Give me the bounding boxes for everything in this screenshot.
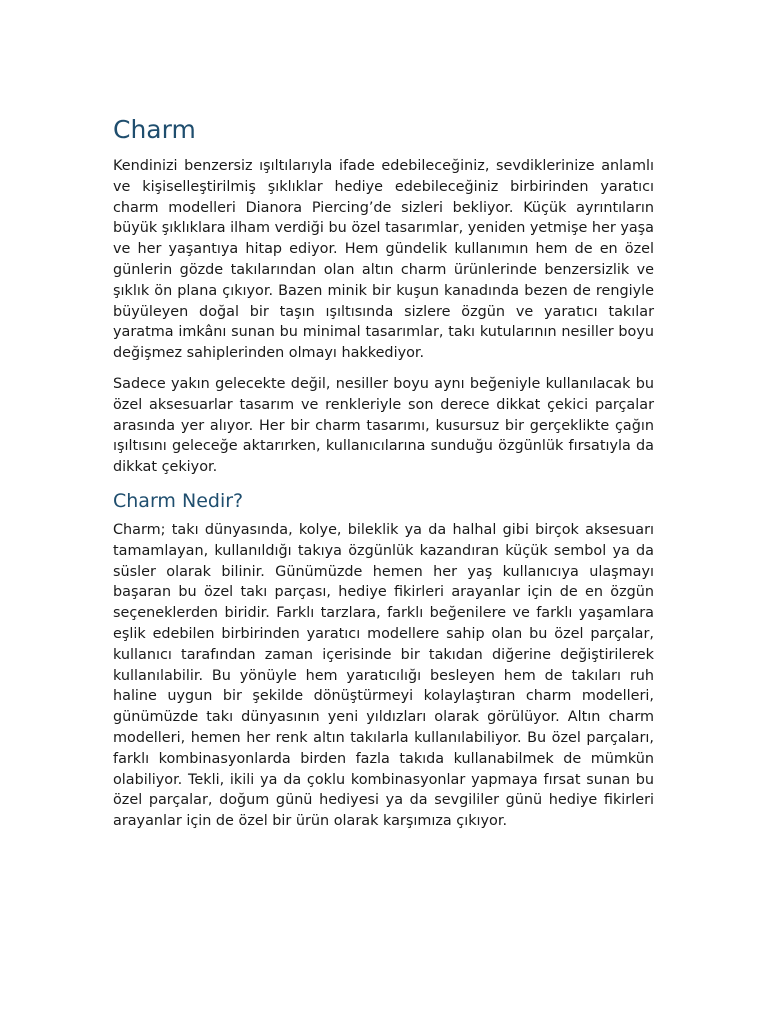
paragraph-second: Sadece yakın gelecekte değil, nesiller boyu aynı beğeniyle kullanılacak bu özel aksesuarlar tasarım ve renkleriyle son derece dikkat çekici parçalar arasında yer alıyor. Her bir charm tasarımı, kusursuz bir gerçeklikte çağın ışıltısını geleceğe aktarırken, kullanıcılarına sunduğu özgünlük fırsatıyla da dikkat çekiyor. [113,375,654,476]
paragraph-intro: Kendinizi benzersiz ışıltılarıyla ifade edebileceğiniz, sevdiklerinize anlamlı ve kişiselleştirilmiş şıklıklar hediye edebileceğiniz birbirinden yaratıcı charm modelleri Dianora Piercing’de sizleri bekliyor. Küçük ayrıntıların büyük şıklıklara ilham verdiği bu özel tasarımlar, yeniden yetmişe her yaşa ve her yaşantıya hitap ediyor. Hem gündelik kullanımın hem de en özel günlerin gözde takılarından olan altın charm ürünlerinde benzersizlik ve şıklık ön plana çıkıyor. Bazen minik bir kuşun kanadında bezen de rengiyle büyüleyen doğal bir taşın ışıltısında sizlere özgün ve yaratıcı takılar yaratma imkânı sunan bu minimal tasarımlar, takı kutularının nesiller boyu değişmez sahiplerinden olmayı hakkediyor. [113,158,654,362]
paragraph-definition: Charm; takı dünyasında, kolye, bileklik ya da halhal gibi birçok aksesuarı tamamlayan, kullanıldığı takıya özgünlük kazandıran küçük sembol ya da süsler olarak bilinir. Günümüzde hemen her yaş kullanıcıya ulaşmayı başaran bu özel takı parçası, hediye fikirleri arayanlar için de en özgün seçeneklerden biridir. Farklı tarzlara, farklı beğenilere ve farklı yaşamlara eşlik edebilen birbirinden yaratıcı modellere sahip olan bu özel parçalar, kullanıcı tarafından zaman içerisinde bir takıdan diğerine değiştirilerek kullanılabilir. Bu yönüyle hem yaratıcılığı besleyen hem de takıları ruh haline uygun bir şekilde dönüştürmeyi kolaylaştıran charm modelleri, günümüzde takı dünyasının yeni yıldızları olarak görülüyor. Altın charm modelleri, hemen her renk altın takılarla kullanılabiliyor. Bu özel parçaları, farklı kombinasyonlarda birden fazla takıda kullanabilmek de mümkün olabiliyor. Tekli, ikili ya da çoklu kombinasyonlar yapmaya fırsat sunan bu özel parçalar, doğum günü hediyesi ya da sevgililer günü hediye fikirleri arayanlar için de özel bir ürün olarak karşımıza çıkıyor. [113,521,654,830]
document-page [113,112,654,842]
page-title: Charm [113,115,196,144]
section-heading: Charm Nedir? [113,489,244,512]
